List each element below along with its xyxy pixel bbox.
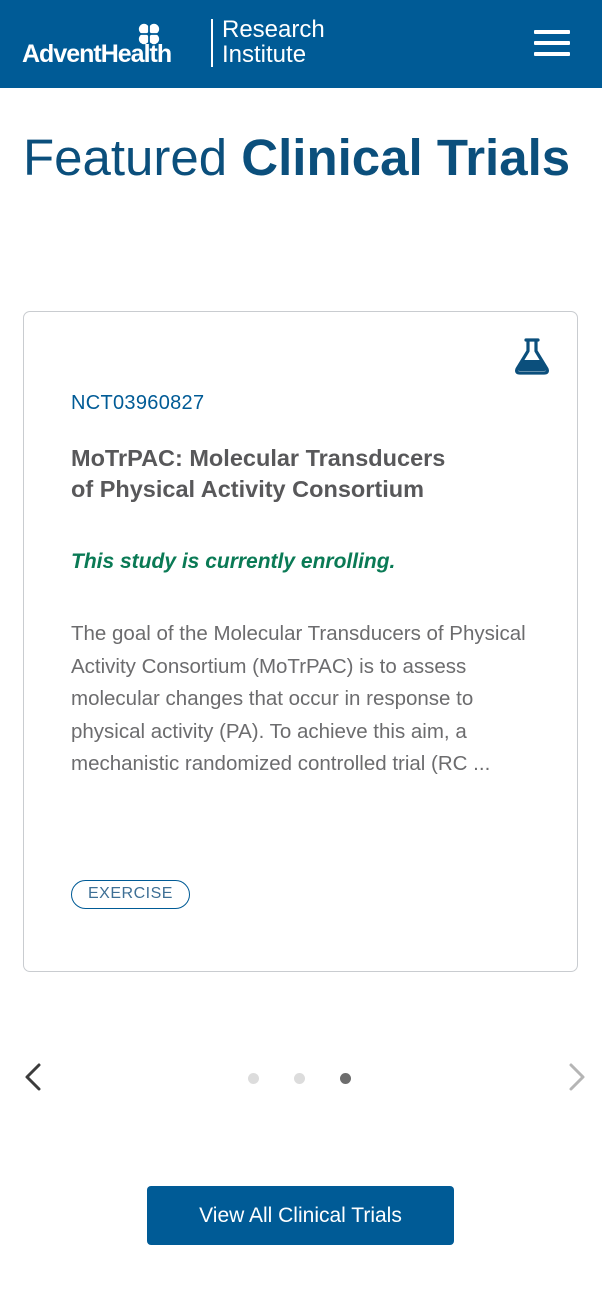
brand-subtitle[interactable] xyxy=(222,17,325,67)
chevron-right-icon[interactable] xyxy=(566,1062,588,1092)
flask-icon xyxy=(512,336,552,376)
trial-status: This study is currently enrolling. xyxy=(71,550,396,573)
trial-id: NCT03960827 xyxy=(71,392,205,414)
brand-name[interactable]: AdventHealth xyxy=(22,40,172,68)
brand-subtitle-line1: Research xyxy=(222,16,325,43)
site-header xyxy=(0,0,602,88)
trial-description: The goal of the Molecular Transducers of Physical Activity Consortium (MoTrPAC) is to assess molecular changes that occur in response to physical activity (PA). To achieve this aim, a mechanistic randomized controlled trial (RC ... xyxy=(71,622,526,775)
carousel-dot[interactable] xyxy=(248,1073,259,1084)
carousel-dot-active[interactable] xyxy=(340,1073,351,1084)
page-title-light: Featured xyxy=(23,129,228,186)
carousel-dot[interactable] xyxy=(294,1073,305,1084)
trial-card[interactable] xyxy=(23,311,578,972)
hamburger-menu-icon[interactable] xyxy=(534,30,572,58)
page-title-bold: Clinical Trials xyxy=(241,129,571,186)
trial-title[interactable]: MoTrPAC: Molecular Transducers of Physical Activity Consortium xyxy=(71,445,446,502)
page-title xyxy=(23,128,583,188)
chevron-left-icon[interactable] xyxy=(22,1062,44,1092)
logo-divider xyxy=(211,19,213,67)
view-all-trials-button[interactable]: View All Clinical Trials xyxy=(147,1186,454,1245)
trial-tag[interactable]: EXERCISE xyxy=(71,880,190,909)
brand-subtitle-line2: Institute xyxy=(222,41,307,68)
